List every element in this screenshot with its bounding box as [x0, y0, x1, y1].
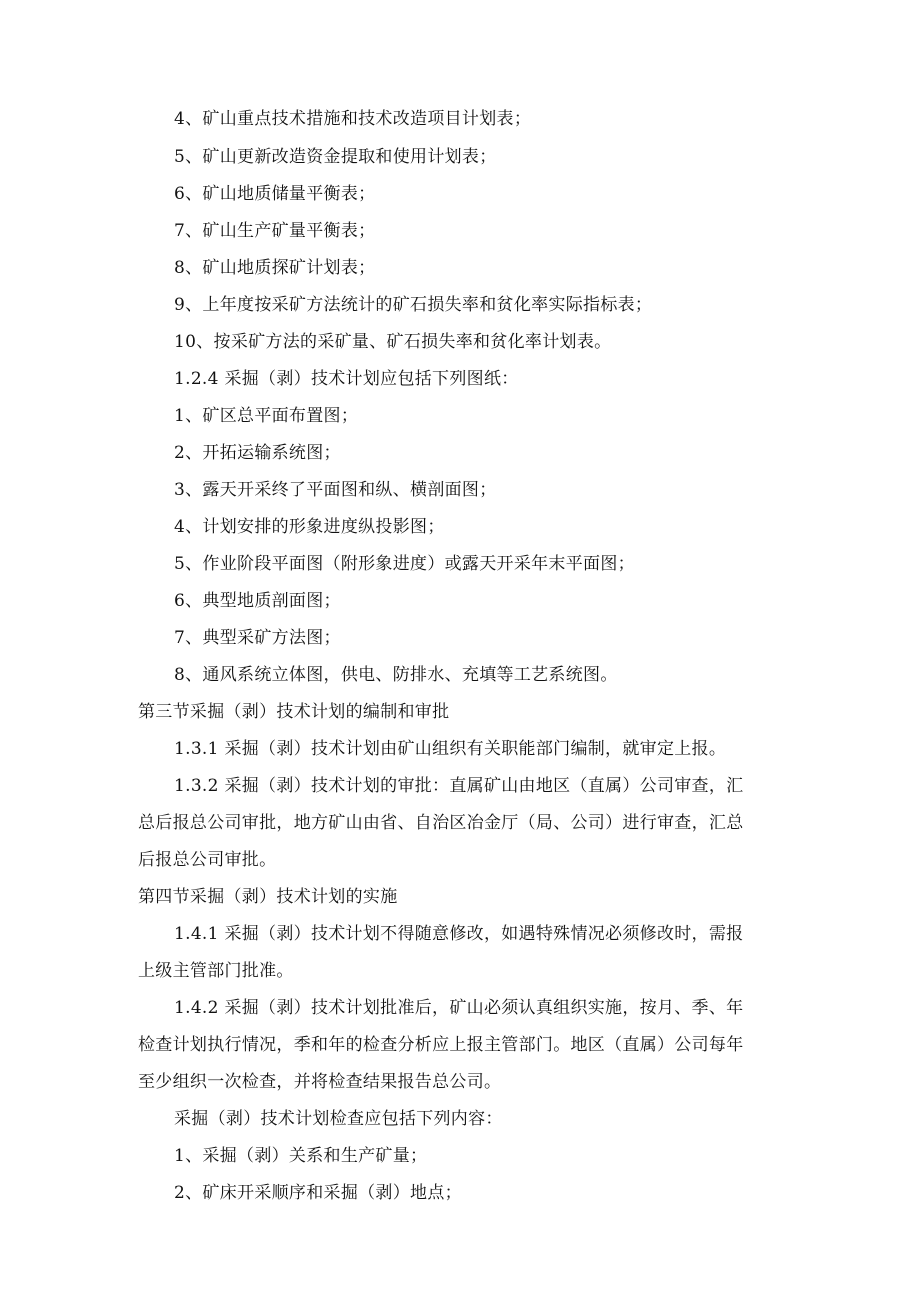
list-item: 3、露天开采终了平面图和纵、横剖面图；: [174, 480, 497, 500]
section-4-heading: 第四节采掘（剥）技术计划的实施: [138, 887, 398, 907]
list-item: 8、通风系统立体图，供电、防排水、充填等工艺系统图。: [174, 665, 618, 685]
list-item: 5、矿山更新改造资金提取和使用计划表；: [174, 147, 497, 167]
list-item: 8、矿山地质探矿计划表；: [174, 258, 376, 278]
list-item: 7、矿山生产矿量平衡表；: [174, 221, 376, 241]
list-item: 7、典型采矿方法图；: [174, 628, 341, 648]
clause-1-4-2-line: 至少组织一次检查，并将检查结果报告总公司。: [138, 1072, 502, 1092]
clause-1-4-1-line: 上级主管部门批准。: [138, 961, 294, 981]
list-item: 4、计划安排的形象进度纵投影图；: [174, 517, 445, 537]
list-item: 2、开拓运输系统图；: [174, 443, 341, 463]
section-3-heading: 第三节采掘（剥）技术计划的编制和审批: [138, 702, 450, 722]
clause-1-3-2-line: 总后报总公司审批，地方矿山由省、自治区冶金厅（局、公司）进行审查，汇总: [138, 813, 744, 833]
list-item: 6、典型地质剖面图；: [174, 591, 341, 611]
clause-1-3-2-line: 1.3.2 采掘（剥）技术计划的审批：直属矿山由地区（直属）公司审查，汇: [174, 776, 744, 796]
list-item: 6、矿山地质储量平衡表；: [174, 184, 376, 204]
list-item: 5、作业阶段平面图（附形象进度）或露天开采年末平面图；: [174, 554, 635, 574]
clause-1-2-4: 1.2.4 采掘（剥）技术计划应包括下列图纸：: [174, 369, 519, 389]
clause-1-3-1: 1.3.1 采掘（剥）技术计划由矿山组织有关职能部门编制，就审定上报。: [174, 739, 727, 759]
list-item: 4、矿山重点技术措施和技术改造项目计划表；: [174, 109, 532, 129]
clause-1-4-1-line: 1.4.1 采掘（剥）技术计划不得随意修改，如遇特殊情况必须修改时，需报: [174, 924, 744, 944]
clause-1-3-2-line: 后报总公司审批。: [138, 850, 277, 870]
list-item: 9、上年度按采矿方法统计的矿石损失率和贫化率实际指标表；: [174, 295, 653, 315]
clause-1-4-2-line: 检查计划执行情况，季和年的检查分析应上报主管部门。地区（直属）公司每年: [138, 1035, 744, 1055]
list-item: 1、采掘（剥）关系和生产矿量；: [174, 1146, 428, 1166]
check-intro: 采掘（剥）技术计划检查应包括下列内容：: [174, 1109, 503, 1129]
clause-1-4-2-line: 1.4.2 采掘（剥）技术计划批准后，矿山必须认真组织实施，按月、季、年: [174, 998, 744, 1018]
list-item: 2、矿床开采顺序和采掘（剥）地点；: [174, 1183, 462, 1203]
list-item: 10、按采矿方法的采矿量、矿石损失率和贫化率计划表。: [174, 332, 612, 352]
list-item: 1、矿区总平面布置图；: [174, 406, 359, 426]
